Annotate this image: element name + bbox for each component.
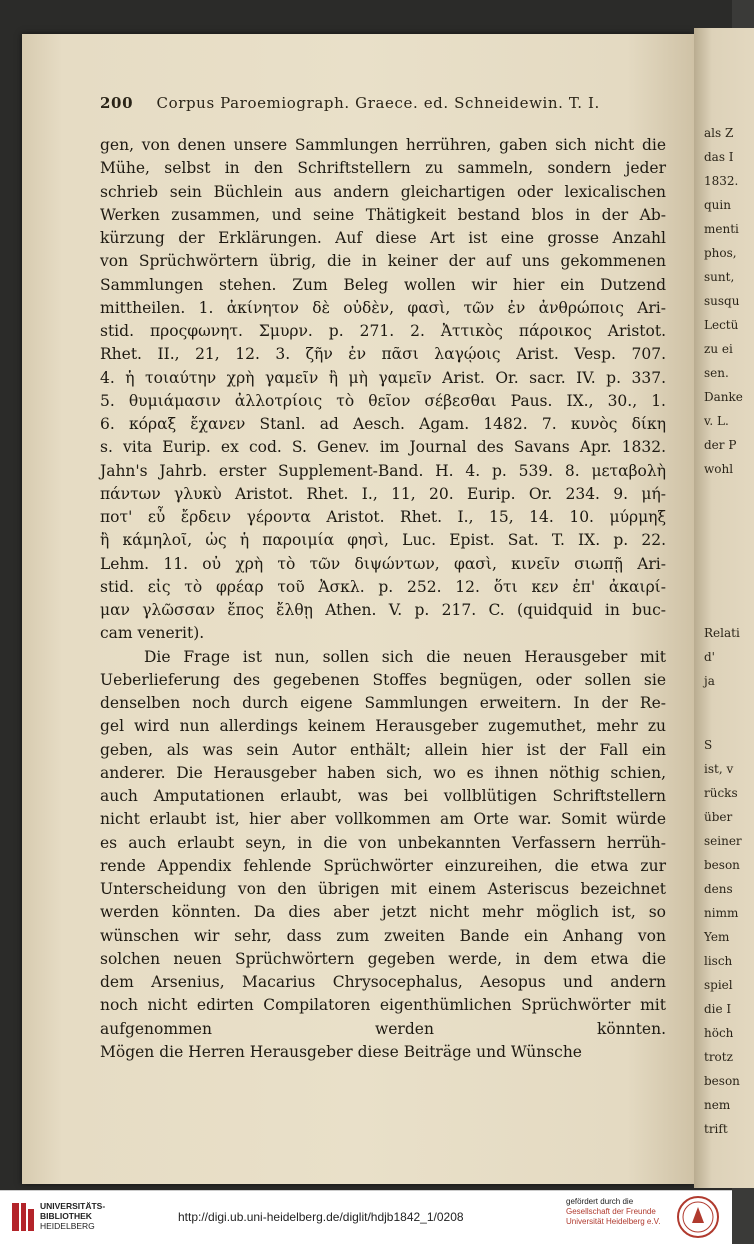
text-line: es auch erlaubt seyn, in die von unbekannten Verfassern herrüh- xyxy=(100,833,666,852)
adjacent-page-edge xyxy=(694,28,754,1188)
text-line: ποτ' εὖ ἔρδειν γέροντα Aristot. Rhet. I., 15, 14. 10. μύρμηξ xyxy=(100,508,666,526)
adjacent-page-fragment: die I xyxy=(704,1002,732,1016)
text-line: Werken zusammen, und seine Thätigkeit bestand blos in der Ab- xyxy=(100,205,666,224)
text-line: nicht erlaubt ist, hier aber vollkommen am Orte war. Somit würde xyxy=(100,810,666,829)
text-line: Sammlungen stehen. Zum Beleg wollen wir hier ein Dutzend xyxy=(100,275,666,294)
text-line: πάντων γλυκὺ Aristot. Rhet. I., 11, 20. Eurip. Or. 234. 9. μή- xyxy=(100,484,666,503)
adjacent-page-fragment: Relati xyxy=(704,626,740,640)
adjacent-page-fragment: S xyxy=(704,738,713,752)
text-line: gen, von denen unsere Sammlungen herrühren, gaben sich nicht die xyxy=(100,136,666,154)
adjacent-page-fragment: der P xyxy=(704,438,737,452)
library-name: UNIVERSITÄTS- BIBLIOTHEK HEIDELBERG xyxy=(40,1201,106,1231)
adjacent-page-fragment: nimm xyxy=(704,906,739,920)
adjacent-page-fragment: lisch xyxy=(704,954,733,968)
adjacent-page-fragment: susqu xyxy=(704,294,740,308)
text-line: Lehm. 11. οὐ χρὴ τὸ τῶν διψώντων, φασὶ, κινεῖν σιωπῇ Ari- xyxy=(100,554,666,573)
adjacent-page-fragment: spiel xyxy=(704,978,733,992)
adjacent-page-fragment: beson xyxy=(704,858,740,872)
text-line: mittheilen. 1. ἀκίνητον δὲ οὐδὲν, φασὶ, τῶν ἐν ἀνθρώποις Ari- xyxy=(100,298,666,317)
text-line: aufgenommen werden könnten. xyxy=(100,1019,666,1038)
adjacent-page-fragment: als Z xyxy=(704,126,734,140)
adjacent-page-fragment: 1832. xyxy=(704,174,739,188)
body-text xyxy=(100,134,666,1064)
adjacent-page-fragment: menti xyxy=(704,222,739,236)
adjacent-page-fragment: v. L. xyxy=(704,414,729,428)
adjacent-page-fragment: wohl xyxy=(704,462,734,476)
university-seal-icon xyxy=(676,1195,720,1239)
text-line: wünschen wir sehr, dass zum zweiten Bande ein Anhang von xyxy=(100,926,666,945)
text-line: Jahn's Jahrb. erster Supplement-Band. H. 4. p. 539. 8. μεταβολὴ xyxy=(100,461,666,480)
adjacent-page-fragment: höch xyxy=(704,1026,734,1040)
university-library-logo-icon xyxy=(10,1199,36,1235)
text-line: Die Frage ist nun, sollen sich die neuen Herausgeber mit xyxy=(144,647,666,666)
adjacent-page-fragment: phos, xyxy=(704,246,737,260)
sponsor-credit: gefördert durch die Gesellschaft der Freunde Universität Heidelberg e.V. xyxy=(566,1197,661,1226)
permalink-url[interactable]: http://digi.ub.uni-heidelberg.de/diglit/hdjb1842_1/0208 xyxy=(178,1210,464,1224)
running-header xyxy=(100,94,660,112)
text-line: 5. θυμιάμασιν ἀλλοτρίοις τὸ θεῖον σέβεσθαι Paus. IX., 30., 1. xyxy=(100,391,666,410)
text-line: 6. κόραξ ἔχανεν Stanl. ad Aesch. Agam. 1482. 7. κυνὸς δίκη xyxy=(100,415,666,433)
adjacent-page-fragment: rücks xyxy=(704,786,738,800)
text-line: Rhet. II., 21, 12. 3. ζῆν ἐν πᾶσι λαγῴοις Arist. Vesp. 707. xyxy=(100,345,666,364)
text-line: ἢ κάμηλοῖ, ὡς ἡ παροιμία φησὶ, Luc. Epist. Sat. T. IX. p. 22. xyxy=(100,531,666,550)
text-line: von Sprüchwörtern übrig, die in keiner der auf uns gekommenen xyxy=(100,252,666,271)
adjacent-page-fragment: ja xyxy=(704,674,715,688)
adjacent-page-fragment: Danke xyxy=(704,390,743,404)
text-line: μαν γλῶσσαν ἔπος ἔλθῃ Athen. V. p. 217. C. (quidquid in buc- xyxy=(100,601,666,619)
adjacent-page-fragment: Lectü xyxy=(704,318,739,332)
adjacent-page-fragment: nem xyxy=(704,1098,731,1112)
text-line: noch nicht edirten Compilatoren eigenthümlichen Sprüchwörter mit xyxy=(100,996,666,1015)
text-line: stid. εἰς τὸ φρέαρ τοῦ Ἀσκλ. p. 252. 12. ὅτι κεν ἐπ' ἀκαιρί- xyxy=(100,577,666,596)
adjacent-page-fragment: sen. xyxy=(704,366,729,380)
text-line: 4. ἡ τοιαύτην χρὴ γαμεῖν ἢ μὴ γαμεῖν Arist. Or. sacr. IV. p. 337. xyxy=(100,368,666,387)
adjacent-page-fragment: trotz xyxy=(704,1050,733,1064)
text-line: cam venerit). xyxy=(100,624,205,643)
text-line: schrieb sein Büchlein aus andern gleichartigen oder lexicalischen xyxy=(100,182,666,201)
text-line: rende Appendix fehlende Sprüchwörter einzureihen, die etwa zur xyxy=(100,856,666,875)
text-line: s. vita Eurip. ex cod. S. Genev. im Journal des Savans Apr. 1832. xyxy=(100,438,666,457)
adjacent-page-fragment: Yem xyxy=(704,930,730,944)
adjacent-page-fragment: trift xyxy=(704,1122,728,1136)
adjacent-page-fragment: beson xyxy=(704,1074,740,1088)
text-line: dem Arsenius, Macarius Chrysocephalus, Aesopus und andern xyxy=(100,973,666,991)
text-line: Mögen die Herren Herausgeber diese Beiträge und Wünsche xyxy=(100,1042,582,1061)
text-line: geben, als was sein Autor enthält; allein hier ist der Fall ein xyxy=(100,740,666,759)
running-title: Corpus Paroemiograph. Graece. ed. Schneidewin. T. I. xyxy=(156,94,600,112)
adjacent-page-fragment: über xyxy=(704,810,733,824)
text-line: Ueberlieferung des gegebenen Stoffes begnügen, oder sollen sie xyxy=(100,670,666,689)
adjacent-page-fragment: quin xyxy=(704,198,731,212)
adjacent-page-fragment: sunt, xyxy=(704,270,735,284)
adjacent-page-fragment: ist, v xyxy=(704,762,734,776)
text-line: gel wird nun allerdings keinem Herausgeber zugemuthet, mehr zu xyxy=(100,717,666,736)
adjacent-page-fragment: zu ei xyxy=(704,342,733,356)
text-line: werden könnten. Da dies aber jetzt nicht mehr möglich ist, so xyxy=(100,903,666,922)
text-line: Unterscheidung von den übrigen mit einem Asteriscus bezeichnet xyxy=(100,880,666,898)
text-line: Mühe, selbst in den Schriftstellern zu sammeln, sondern jeder xyxy=(100,159,666,178)
adjacent-page-fragment: das I xyxy=(704,150,734,164)
footer-bar xyxy=(0,1190,732,1244)
text-line: denselben noch durch eigene Sammlungen erweitern. In der Re- xyxy=(100,694,666,712)
text-line: anderer. Die Herausgeber haben sich, wo es ihnen nöthig schien, xyxy=(100,763,666,782)
adjacent-page-fragment: d' xyxy=(704,650,715,664)
text-line: stid. προςφωνητ. Σμυρν. p. 271. 2. Ἀττικὸς πάροικος Aristot. xyxy=(100,322,666,340)
adjacent-page-fragment: seiner xyxy=(704,834,742,848)
text-line: solchen neuen Sprüchwörtern gegeben werde, in dem etwa die xyxy=(100,949,666,968)
text-line: kürzung der Erklärungen. Auf diese Art ist eine grosse Anzahl xyxy=(100,229,666,247)
text-line: auch Amputationen erlaubt, was bei vollblütigen Schriftstellern xyxy=(100,787,666,805)
page-number: 200 xyxy=(100,94,134,112)
adjacent-page-fragment: dens xyxy=(704,882,733,896)
